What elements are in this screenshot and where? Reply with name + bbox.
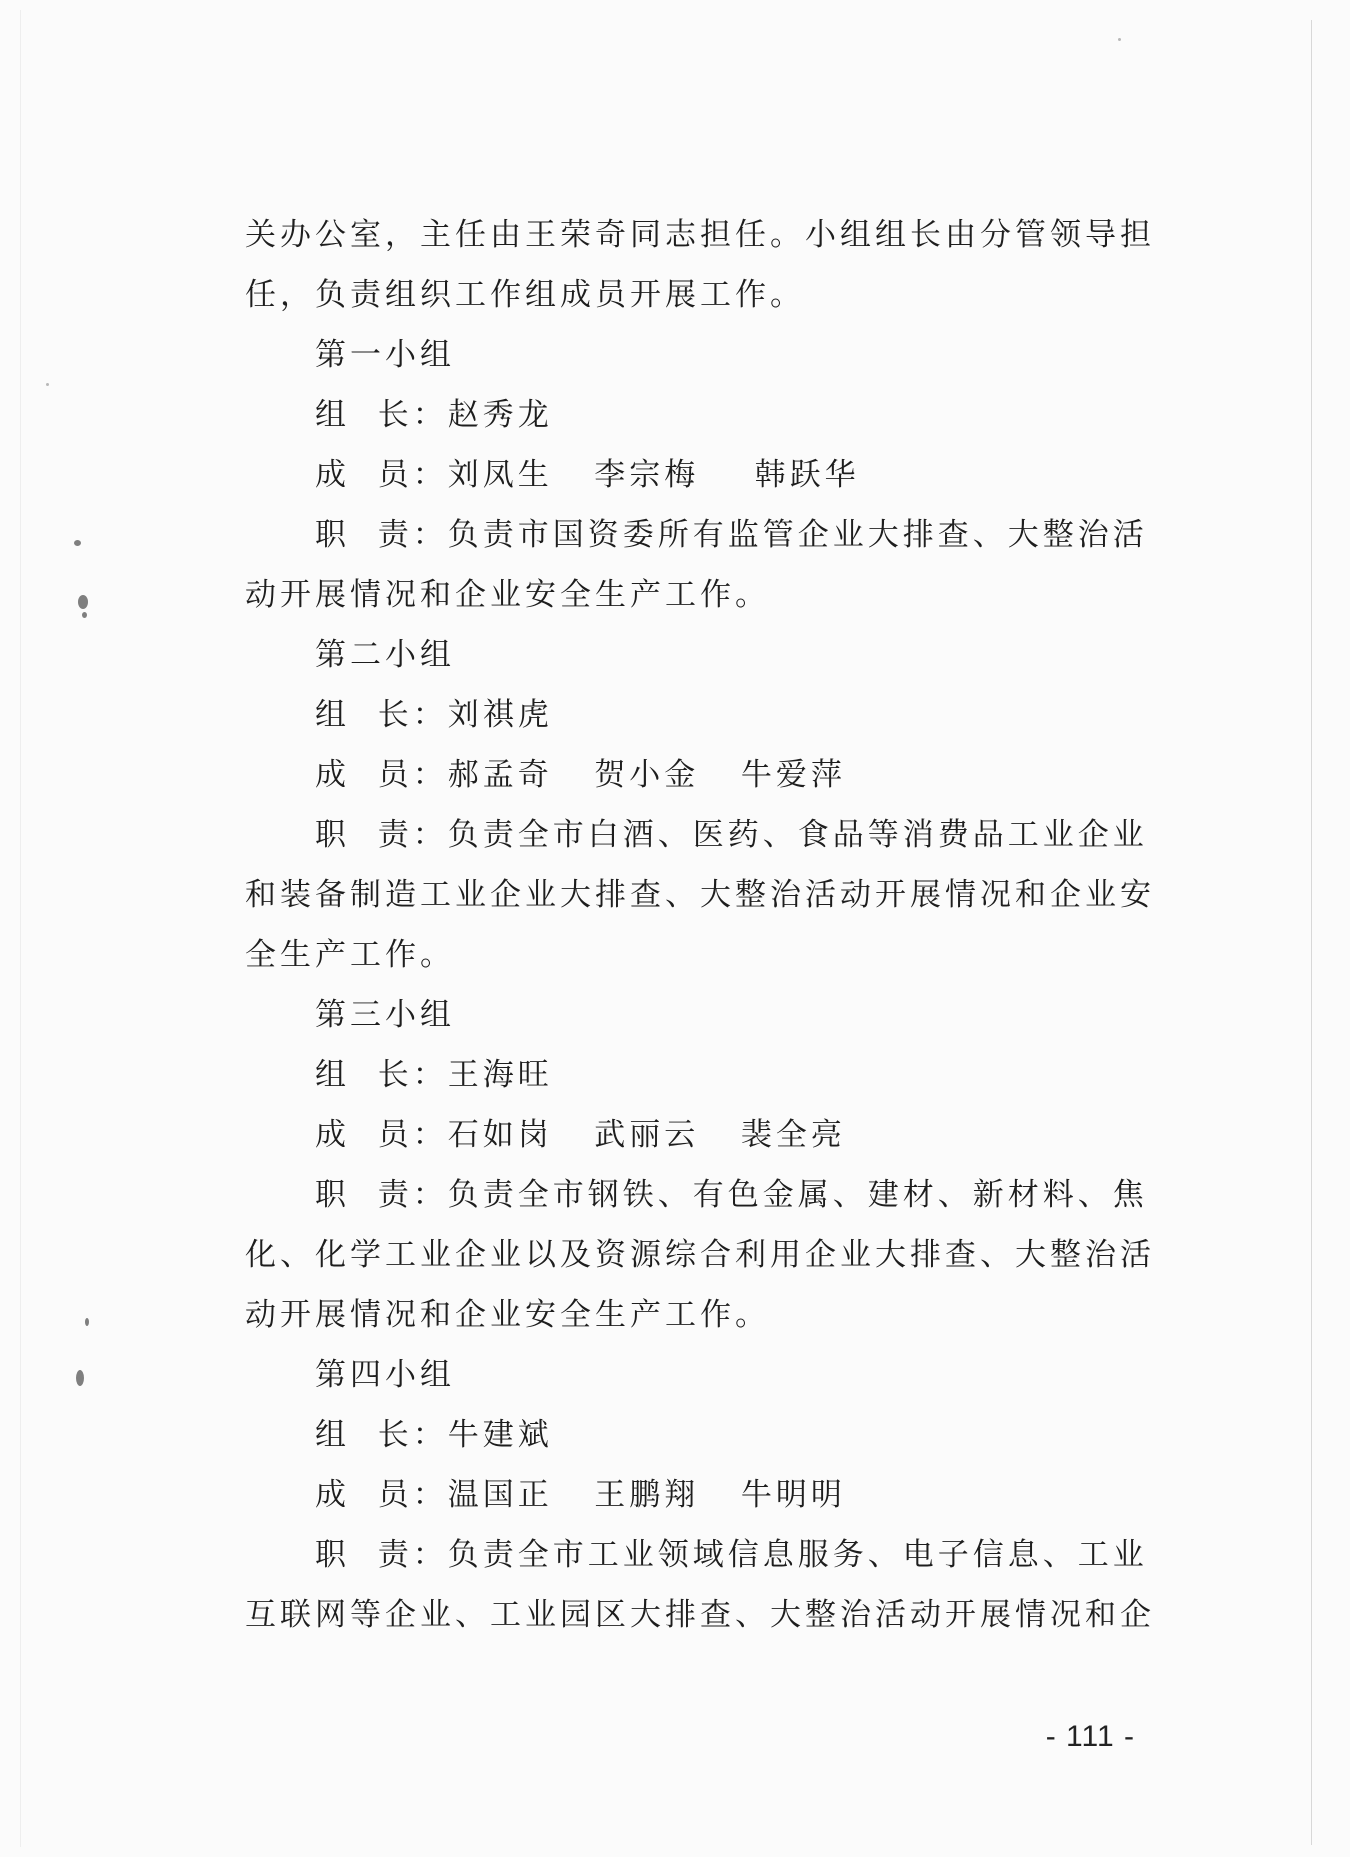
text-line: 组 长：王海旺 xyxy=(315,1057,553,1093)
scan-edge-right xyxy=(1311,20,1312,1845)
text-line: 第三小组 xyxy=(315,997,455,1033)
text-line: 组 长：刘祺虎 xyxy=(315,697,553,733)
text-line: 成 员：石如岗 武丽云 裴全亮 xyxy=(315,1117,846,1153)
scan-speck xyxy=(74,540,81,546)
document-body xyxy=(245,205,1155,1645)
text-line: 关办公室，主任由王荣奇同志担任。小组组长由分管领导担 xyxy=(245,217,1155,253)
text-line: 职 责：负责全市工业领域信息服务、电子信息、工业 xyxy=(315,1537,1148,1573)
text-line: 动开展情况和企业安全生产工作。 xyxy=(245,577,770,613)
text-line: 成 员：温国正 王鹏翔 牛明明 xyxy=(315,1477,846,1513)
text-line: 组 长：牛建斌 xyxy=(315,1417,553,1453)
scan-speck xyxy=(82,612,87,618)
text-line: 组 长：赵秀龙 xyxy=(315,397,553,433)
text-line: 化、化学工业企业以及资源综合利用企业大排查、大整治活 xyxy=(245,1237,1155,1273)
text-line: 第一小组 xyxy=(315,337,455,373)
text-line: 职 责：负责市国资委所有监管企业大排查、大整治活 xyxy=(315,517,1148,553)
text-line: 互联网等企业、工业园区大排查、大整治活动开展情况和企 xyxy=(245,1597,1155,1633)
scan-speck xyxy=(85,1318,89,1326)
page-number: - 111 - xyxy=(1045,1720,1135,1753)
text-line: 动开展情况和企业安全生产工作。 xyxy=(245,1297,770,1333)
scan-speck xyxy=(1118,38,1121,41)
scan-speck xyxy=(78,595,88,609)
text-line: 成 员：刘凤生 李宗梅 韩跃华 xyxy=(315,457,860,493)
scan-edge-left xyxy=(20,10,21,1847)
scan-speck xyxy=(46,383,49,386)
text-line: 第二小组 xyxy=(315,637,455,673)
text-line: 成 员：郝孟奇 贺小金 牛爱萍 xyxy=(315,757,846,793)
text-line: 任，负责组织工作组成员开展工作。 xyxy=(245,277,805,313)
scan-speck xyxy=(76,1370,84,1386)
text-line: 和装备制造工业企业大排查、大整治活动开展情况和企业安 xyxy=(245,877,1155,913)
text-line: 职 责：负责全市钢铁、有色金属、建材、新材料、焦 xyxy=(315,1177,1148,1213)
text-line: 职 责：负责全市白酒、医药、食品等消费品工业企业 xyxy=(315,817,1148,853)
text-line: 第四小组 xyxy=(315,1357,455,1393)
text-line: 全生产工作。 xyxy=(245,937,455,973)
